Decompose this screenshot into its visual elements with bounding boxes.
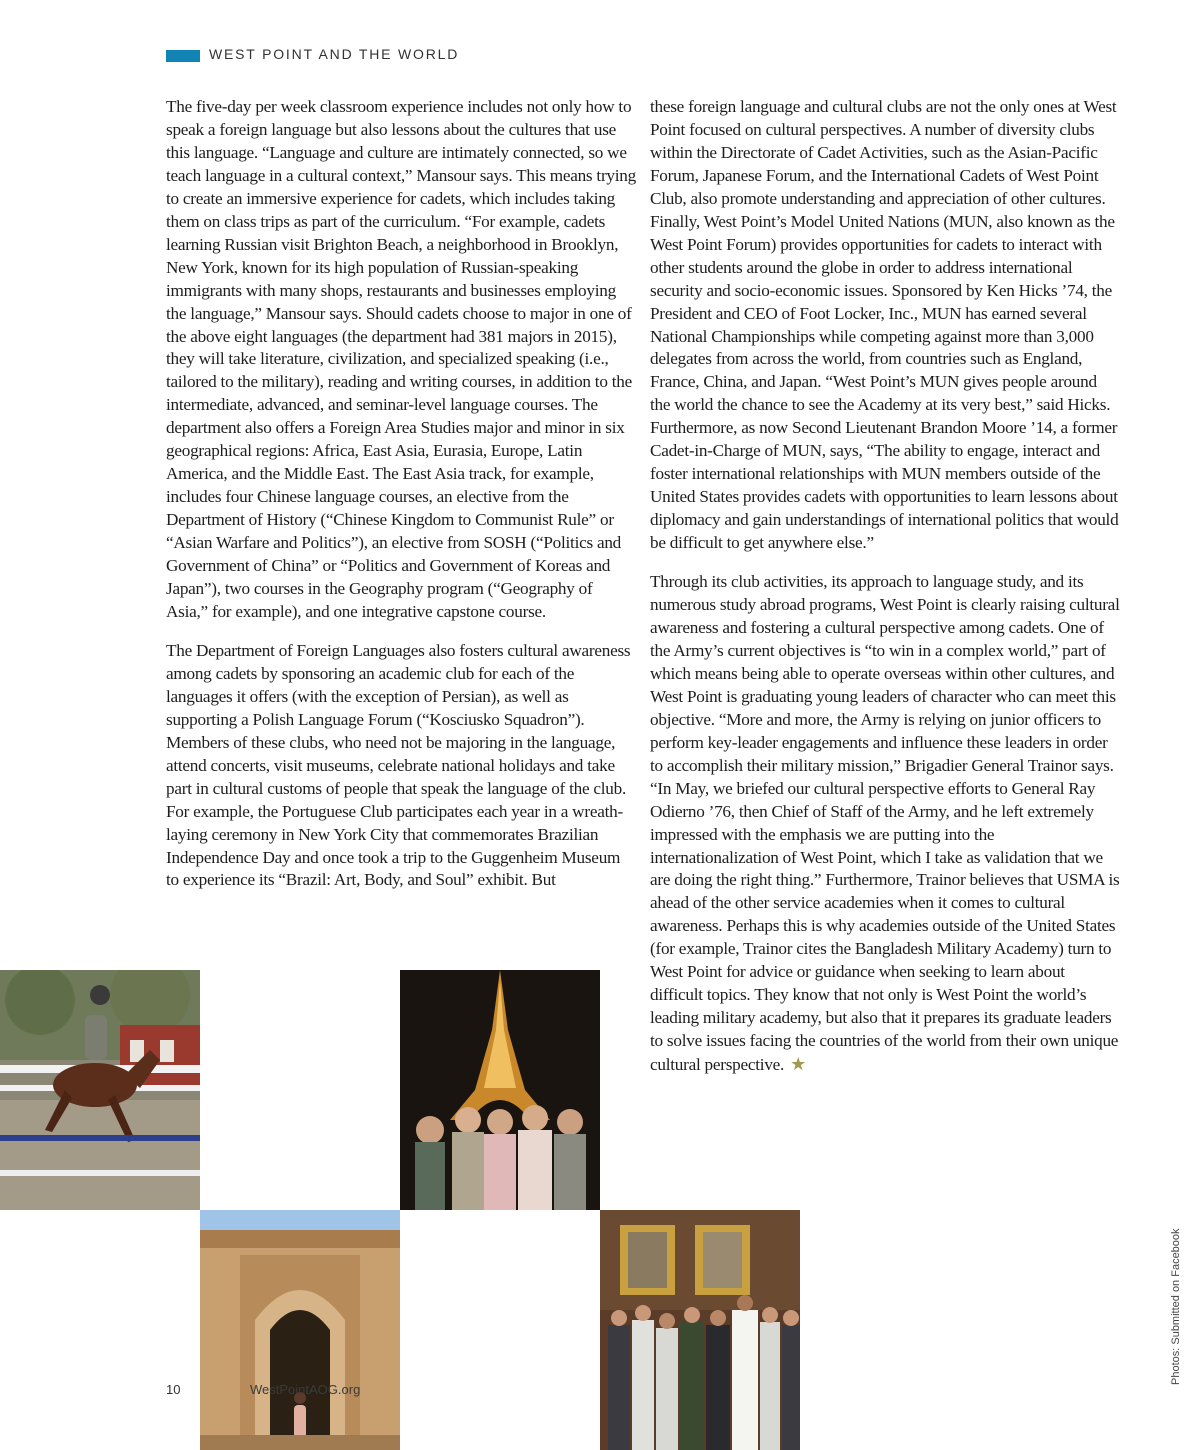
paragraph: The five-day per week classroom experience includes not only how to speak a foreign language but also lessons about the cultures that use this language. “Language and culture are intimately connected, so we teach language in a cultural context,” Mansour says. This means trying to create an immersive experience for cadets, which includes taking them on class trips as part of the curriculum. “For example, cadets learning Russian visit Brighton Beach, a neighborhood in Brooklyn, New York, known for its high population of Russian-speaking immigrants with many shops, restaurants and businesses employing the language,” Mansour says. Should cadets choose to major in one of the above eight languages (the department had 381 majors in 2015), they will take literature, civilization, and specialized speaking (i.e., tailored to the military), reading and writing courses, in addition to the intermediate, advanced, and seminar-level language courses. The department also offers a Foreign Area Studies major and minor in six geographical regions: Africa, East Asia, Eurasia, Europe, Latin America, and the Middle East. The East Asia track, for example, includes four Chinese language courses, an elective from the Department of History (“Chinese Kingdom to Communist Rule” or “Asian Warfare and Politics”), an elective from SOSH (“Politics and Government of China” or “Politics and Government of Koreas and Japan”), two courses in the Geography program (“Geography of Asia,” for example), and one integrative capstone course. [166, 97, 636, 621]
section-accent-bar [166, 50, 200, 62]
page-number: 10 [166, 1382, 181, 1397]
photo-credit: Photos: Submitted on Facebook [1170, 1228, 1182, 1385]
article-column-left [166, 96, 636, 908]
moroccan-archway-photo [200, 1210, 400, 1450]
eiffel-tower-group-photo [400, 970, 600, 1210]
horse-jumping-photo [0, 970, 200, 1210]
section-title: WEST POINT AND THE WORLD [209, 46, 460, 62]
paragraph: The Department of Foreign Languages also fosters cultural awareness among cadets by sponsoring an academic club for each of the languages it offers (with the exception of Persian), as well as supporting a Polish Language Forum (“Kosciusko Squadron”). Members of these clubs, who need not be majoring in the language, attend concerts, visit museums, celebrate national holidays and take part in cultural customs of people that speak the language of the club. For example, the Portuguese Club participates each year in a wreath-laying ceremony in New York City that commemorates Brazilian Independence Day and once took a trip to the Guggenheim Museum to experience its “Brazil: Art, Body, and Soul” exhibit. But [166, 640, 631, 890]
paragraph: these foreign language and cultural clubs are not the only ones at West Point focused on cultural perspectives. A number of diversity clubs within the Directorate of Cadet Activities, such as the Asian-Pacific Forum, Japanese Forum, and the International Cadets of West Point Club, also promote understanding and appreciation of other cultures. Finally, West Point’s Model United Nations (MUN, also known as the West Point Forum) provides opportunities for cadets to interact with other students around the globe in order to address international security and socio-economic issues. Sponsored by Ken Hicks ’74, the President and CEO of Foot Locker, Inc., MUN has earned several National Championships while competing against more than 3,000 delegates from across the world, from countries such as England, France, China, and Japan. “West Point’s MUN gives people around the world the chance to see the Academy at its very best,” said Hicks. Furthermore, as now Second Lieutenant Brandon Moore ’14, a former Cadet-in-Charge of MUN, says, “The ability to engage, interact and foster international relationships with MUN members outside of the United States provides cadets with opportunities to learn lessons about diplomacy and gain understandings of international politics that would be difficult to get anywhere else.” [650, 97, 1119, 553]
paragraph-text: Through its club activities, its approach to language study, and its numerous study abroad programs, West Point is clearly raising cultural awareness and fostering a cultural perspective among cadets. One of the Army’s current objectives is “to win in a complex world,” part of which means being able to operate overseas within other cultures, and West Point is graduating young leaders of character who can meet this objective. “More and more, the Army is relying on junior officers to perform key-leader engagements and influence these leaders in order to accomplish their military mission,” Brigadier General Trainor says. “In May, we briefed our cultural perspective efforts to General Ray Odierno ’76, then Chief of Staff of the Army, and he left extremely impressed with the emphasis we are putting into the internationalization of West Point, which I take as validation that we are doing the right thing.” Furthermore, Trainor believes that USMA is ahead of the other service academies when it comes to cultural awareness. Perhaps this is why academies outside of the United States (for example, Trainor cites the Bangladesh Military Academy) turn to West Point for advice or guidance when seeking to learn about difficult topics. They know that not only is West Point the world’s leading military academy, but also that it prepares its graduate leaders to solve issues facing the countries of the world from their own unique cultural perspective. [650, 572, 1120, 1075]
article-column-right [650, 96, 1120, 1093]
footer-website: WestPointAOG.org [250, 1382, 361, 1397]
paragraph [650, 571, 1120, 1077]
formal-group-photo [600, 1210, 800, 1450]
star-icon: ★ [790, 1054, 806, 1075]
